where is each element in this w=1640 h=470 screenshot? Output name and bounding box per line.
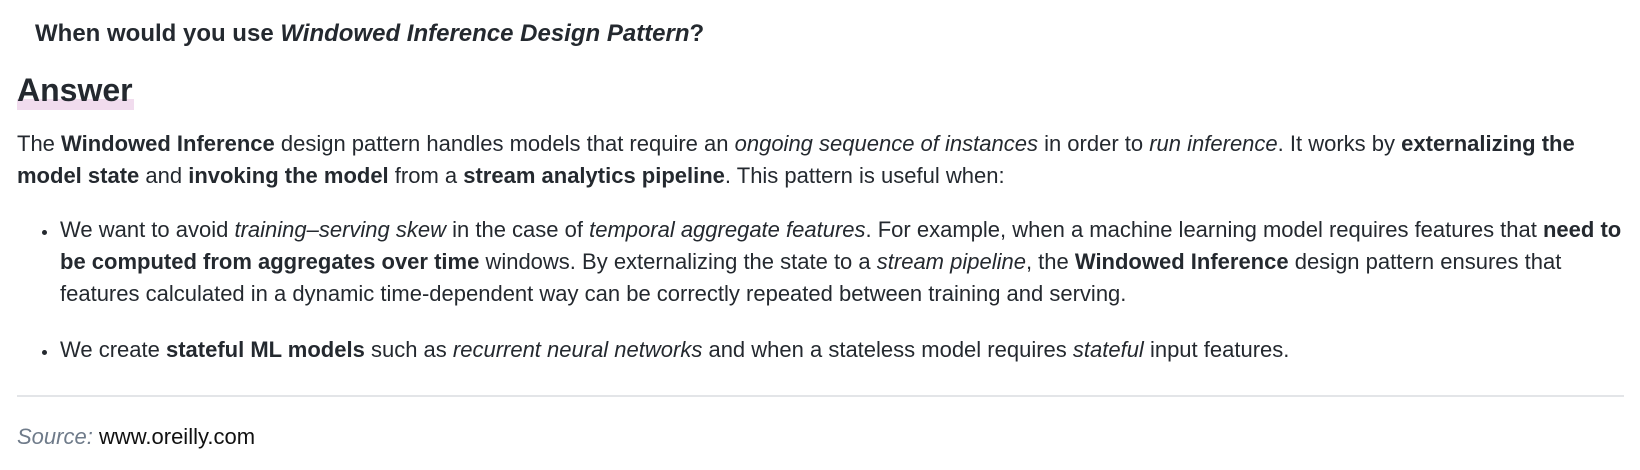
intro-text: design pattern handles models that require an: [274, 131, 735, 156]
bullet-bold: Windowed Inference: [1074, 249, 1289, 274]
intro-text: in order to: [1037, 131, 1150, 156]
question-prefix: When would you use: [35, 20, 281, 47]
bullet-text: in the case of: [446, 217, 590, 242]
bullet-italic: recurrent neural networks: [452, 337, 703, 362]
intro-italic: run inference: [1149, 131, 1278, 156]
bullet-text: We create: [60, 337, 166, 362]
bullet-bold: need to be computed from aggregates over time: [60, 217, 1622, 274]
bullet-text: such as: [364, 337, 453, 362]
answer-body: [17, 128, 1627, 390]
source-line: [17, 422, 255, 452]
bullet-text: design pattern ensures that features calculated in a dynamic time-dependent way can be correctly repeated between training and serving.: [60, 249, 1562, 306]
bullet-text: We want to avoid: [60, 217, 235, 242]
intro-bold: externalizing the model state: [17, 131, 1575, 188]
bullet-italic: stateful: [1072, 337, 1144, 362]
intro-text: from a: [388, 163, 464, 188]
intro-italic: ongoing sequence of instances: [734, 131, 1038, 156]
bullet-text: and when a stateless model requires: [702, 337, 1073, 362]
intro-bold: invoking the model: [188, 163, 389, 188]
intro-text: . It works by: [1277, 131, 1402, 156]
intro-bold: stream analytics pipeline: [463, 163, 725, 188]
bullet-text: , the: [1025, 249, 1075, 274]
use-case-list: [17, 214, 1627, 366]
divider: [17, 395, 1624, 397]
source-label: Source:: [17, 424, 93, 449]
answer-heading: Answer: [17, 72, 133, 108]
question-title: [35, 17, 704, 51]
bullet-bold: stateful ML models: [165, 337, 365, 362]
intro-text: The: [17, 131, 62, 156]
bullet-text: . For example, when a machine learning model requires features that: [865, 217, 1543, 242]
question-pattern-name: Windowed Inference Design Pattern: [280, 20, 690, 47]
intro-text: and: [139, 163, 189, 188]
intro-text: . This pattern is useful when:: [724, 163, 1005, 188]
bullet-italic: stream pipeline: [876, 249, 1026, 274]
list-item: [59, 334, 1627, 366]
bullet-italic: temporal aggregate features: [589, 217, 866, 242]
source-site: www.oreilly.com: [98, 424, 256, 449]
bullet-text: windows. By externalizing the state to a: [479, 249, 877, 274]
intro-paragraph: [17, 128, 1627, 192]
bullet-italic: training–serving skew: [234, 217, 447, 242]
list-item: [59, 214, 1627, 310]
intro-bold: Windowed Inference: [61, 131, 275, 156]
bullet-text: input features.: [1143, 337, 1290, 362]
question-suffix: ?: [689, 20, 705, 47]
